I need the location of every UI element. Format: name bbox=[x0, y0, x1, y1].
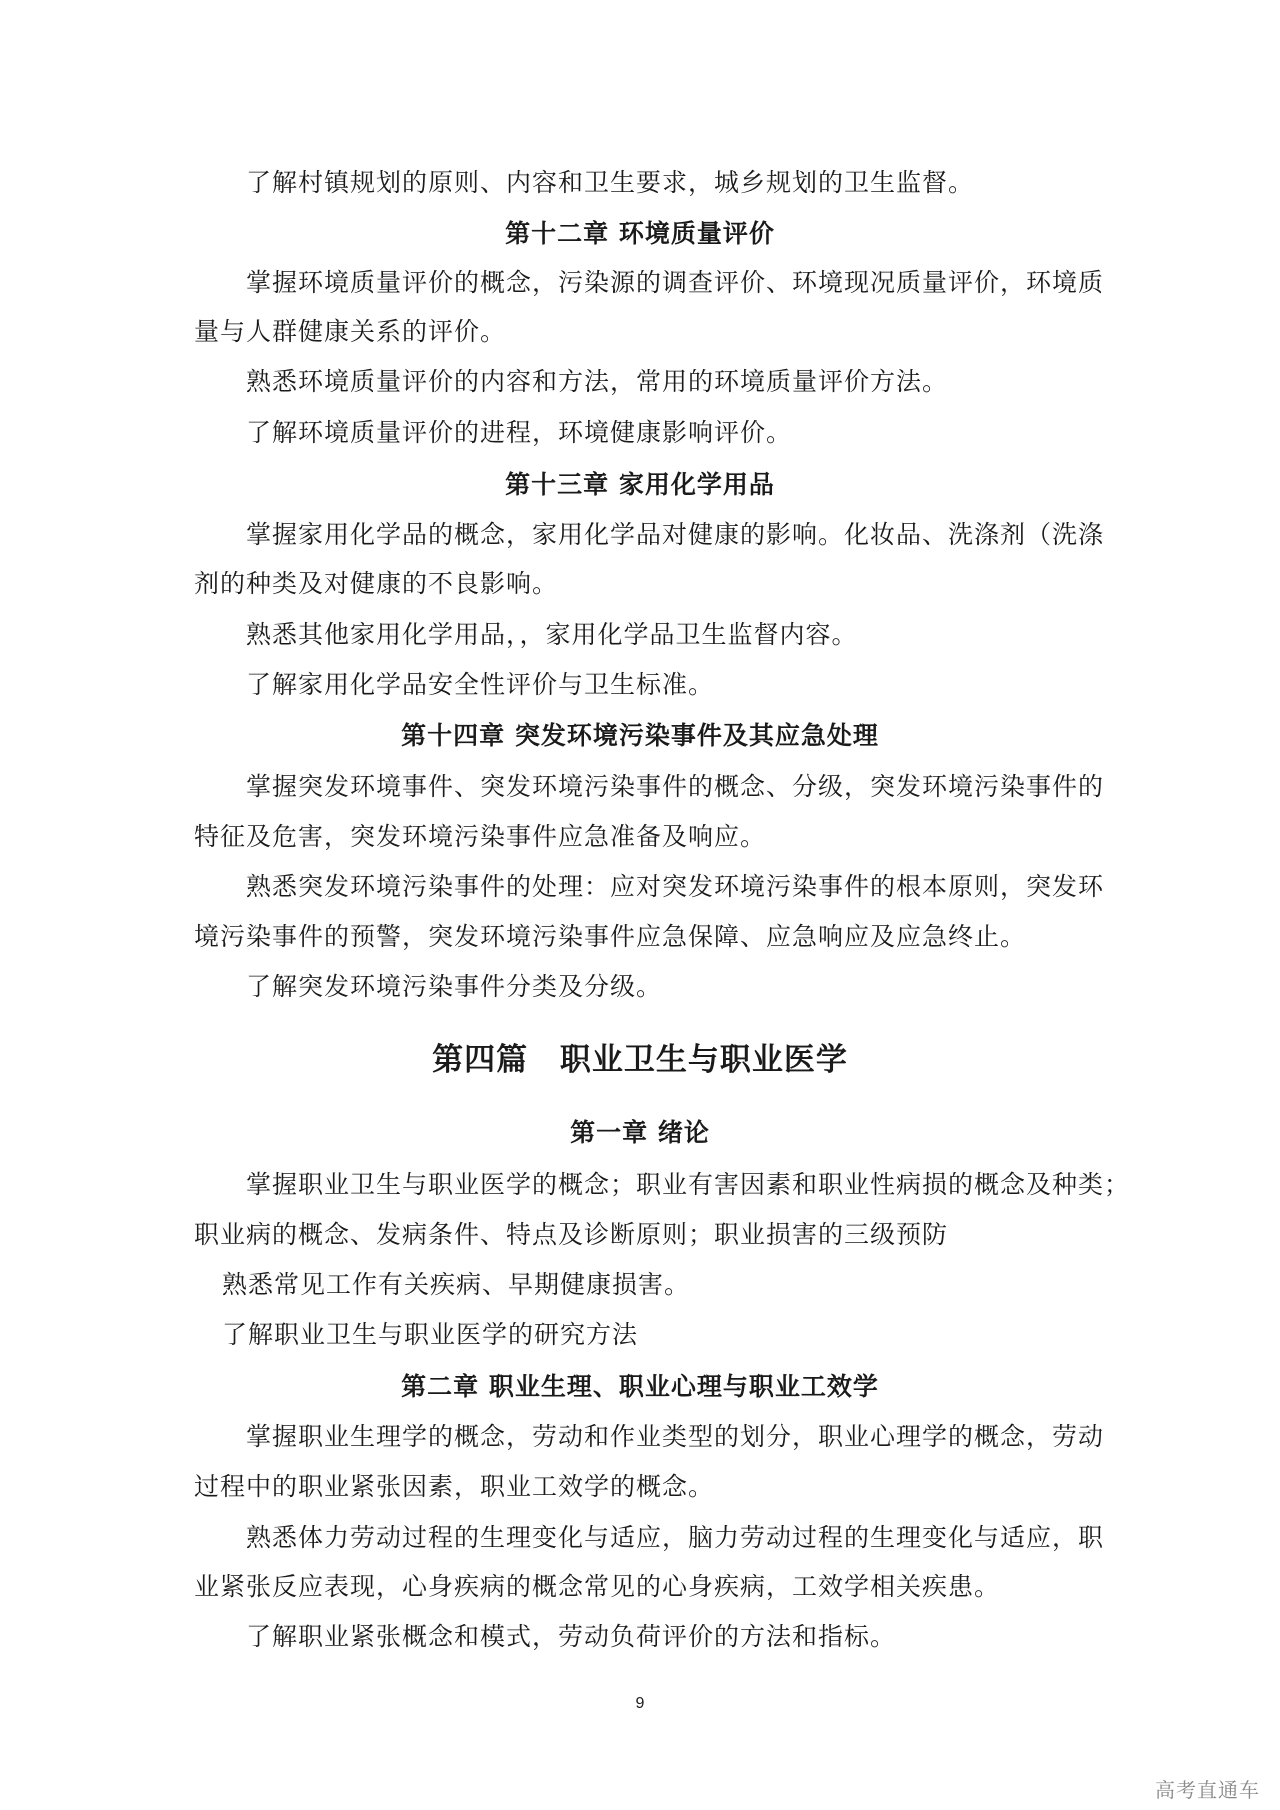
body-line: 熟悉体力劳动过程的生理变化与适应，脑力劳动过程的生理变化与适应，职 bbox=[246, 1523, 1105, 1552]
body-line: 了解家用化学品安全性评价与卫生标准。 bbox=[246, 670, 715, 699]
chapter-heading: 第十三章 家用化学用品 bbox=[505, 470, 775, 499]
body-line: 了解职业卫生与职业医学的研究方法 bbox=[222, 1320, 639, 1349]
body-line: 熟悉突发环境污染事件的处理：应对突发环境污染事件的根本原则，突发环 bbox=[246, 872, 1105, 901]
body-line: 过程中的职业紧张因素，职业工效学的概念。 bbox=[194, 1472, 715, 1501]
body-line: 掌握环境质量评价的概念，污染源的调查评价、环境现况质量评价，环境质 bbox=[246, 268, 1105, 297]
body-line: 了解村镇规划的原则、内容和卫生要求，城乡规划的卫生监督。 bbox=[246, 168, 975, 197]
watermark-text: 高考直通车 bbox=[1155, 1778, 1260, 1802]
body-line: 掌握家用化学品的概念，家用化学品对健康的影响。化妆品、洗涤剂（洗涤 bbox=[246, 520, 1105, 549]
body-line: 业紧张反应表现，心身疾病的概念常见的心身疾病，工效学相关疾患。 bbox=[194, 1572, 1001, 1601]
body-line: 掌握突发环境事件、突发环境污染事件的概念、分级，突发环境污染事件的 bbox=[246, 772, 1105, 801]
body-line: 特征及危害，突发环境污染事件应急准备及响应。 bbox=[194, 822, 767, 851]
body-line: 熟悉其他家用化学用品，，家用化学品卫生监督内容。 bbox=[246, 620, 858, 649]
chapter-heading: 第二章 职业生理、职业心理与职业工效学 bbox=[401, 1372, 879, 1401]
chapter-heading: 第一章 绪论 bbox=[570, 1118, 710, 1147]
body-line: 了解突发环境污染事件分类及分级。 bbox=[246, 972, 663, 1001]
body-line: 量与人群健康关系的评价。 bbox=[194, 317, 507, 346]
body-line: 境污染事件的预警，突发环境污染事件应急保障、应急响应及应急终止。 bbox=[194, 922, 1027, 951]
body-line: 掌握职业卫生与职业医学的概念；职业有害因素和职业性病损的概念及种类； bbox=[246, 1170, 1131, 1199]
body-line: 职业病的概念、发病条件、特点及诊断原则；职业损害的三级预防 bbox=[194, 1220, 949, 1249]
body-line: 剂的种类及对健康的不良影响。 bbox=[194, 569, 559, 598]
chapter-heading: 第十二章 环境质量评价 bbox=[505, 219, 775, 248]
body-line: 掌握职业生理学的概念，劳动和作业类型的划分，职业心理学的概念，劳动 bbox=[246, 1422, 1105, 1451]
body-line: 了解职业紧张概念和模式，劳动负荷评价的方法和指标。 bbox=[246, 1622, 897, 1651]
body-line: 了解环境质量评价的进程，环境健康影响评价。 bbox=[246, 418, 793, 447]
page-number: 9 bbox=[635, 1695, 645, 1712]
part-heading: 第四篇 职业卫生与职业医学 bbox=[432, 1042, 848, 1078]
body-line: 熟悉环境质量评价的内容和方法，常用的环境质量评价方法。 bbox=[246, 367, 949, 396]
body-line: 熟悉常见工作有关疾病、早期健康损害。 bbox=[222, 1270, 691, 1299]
chapter-heading: 第十四章 突发环境污染事件及其应急处理 bbox=[401, 721, 879, 750]
